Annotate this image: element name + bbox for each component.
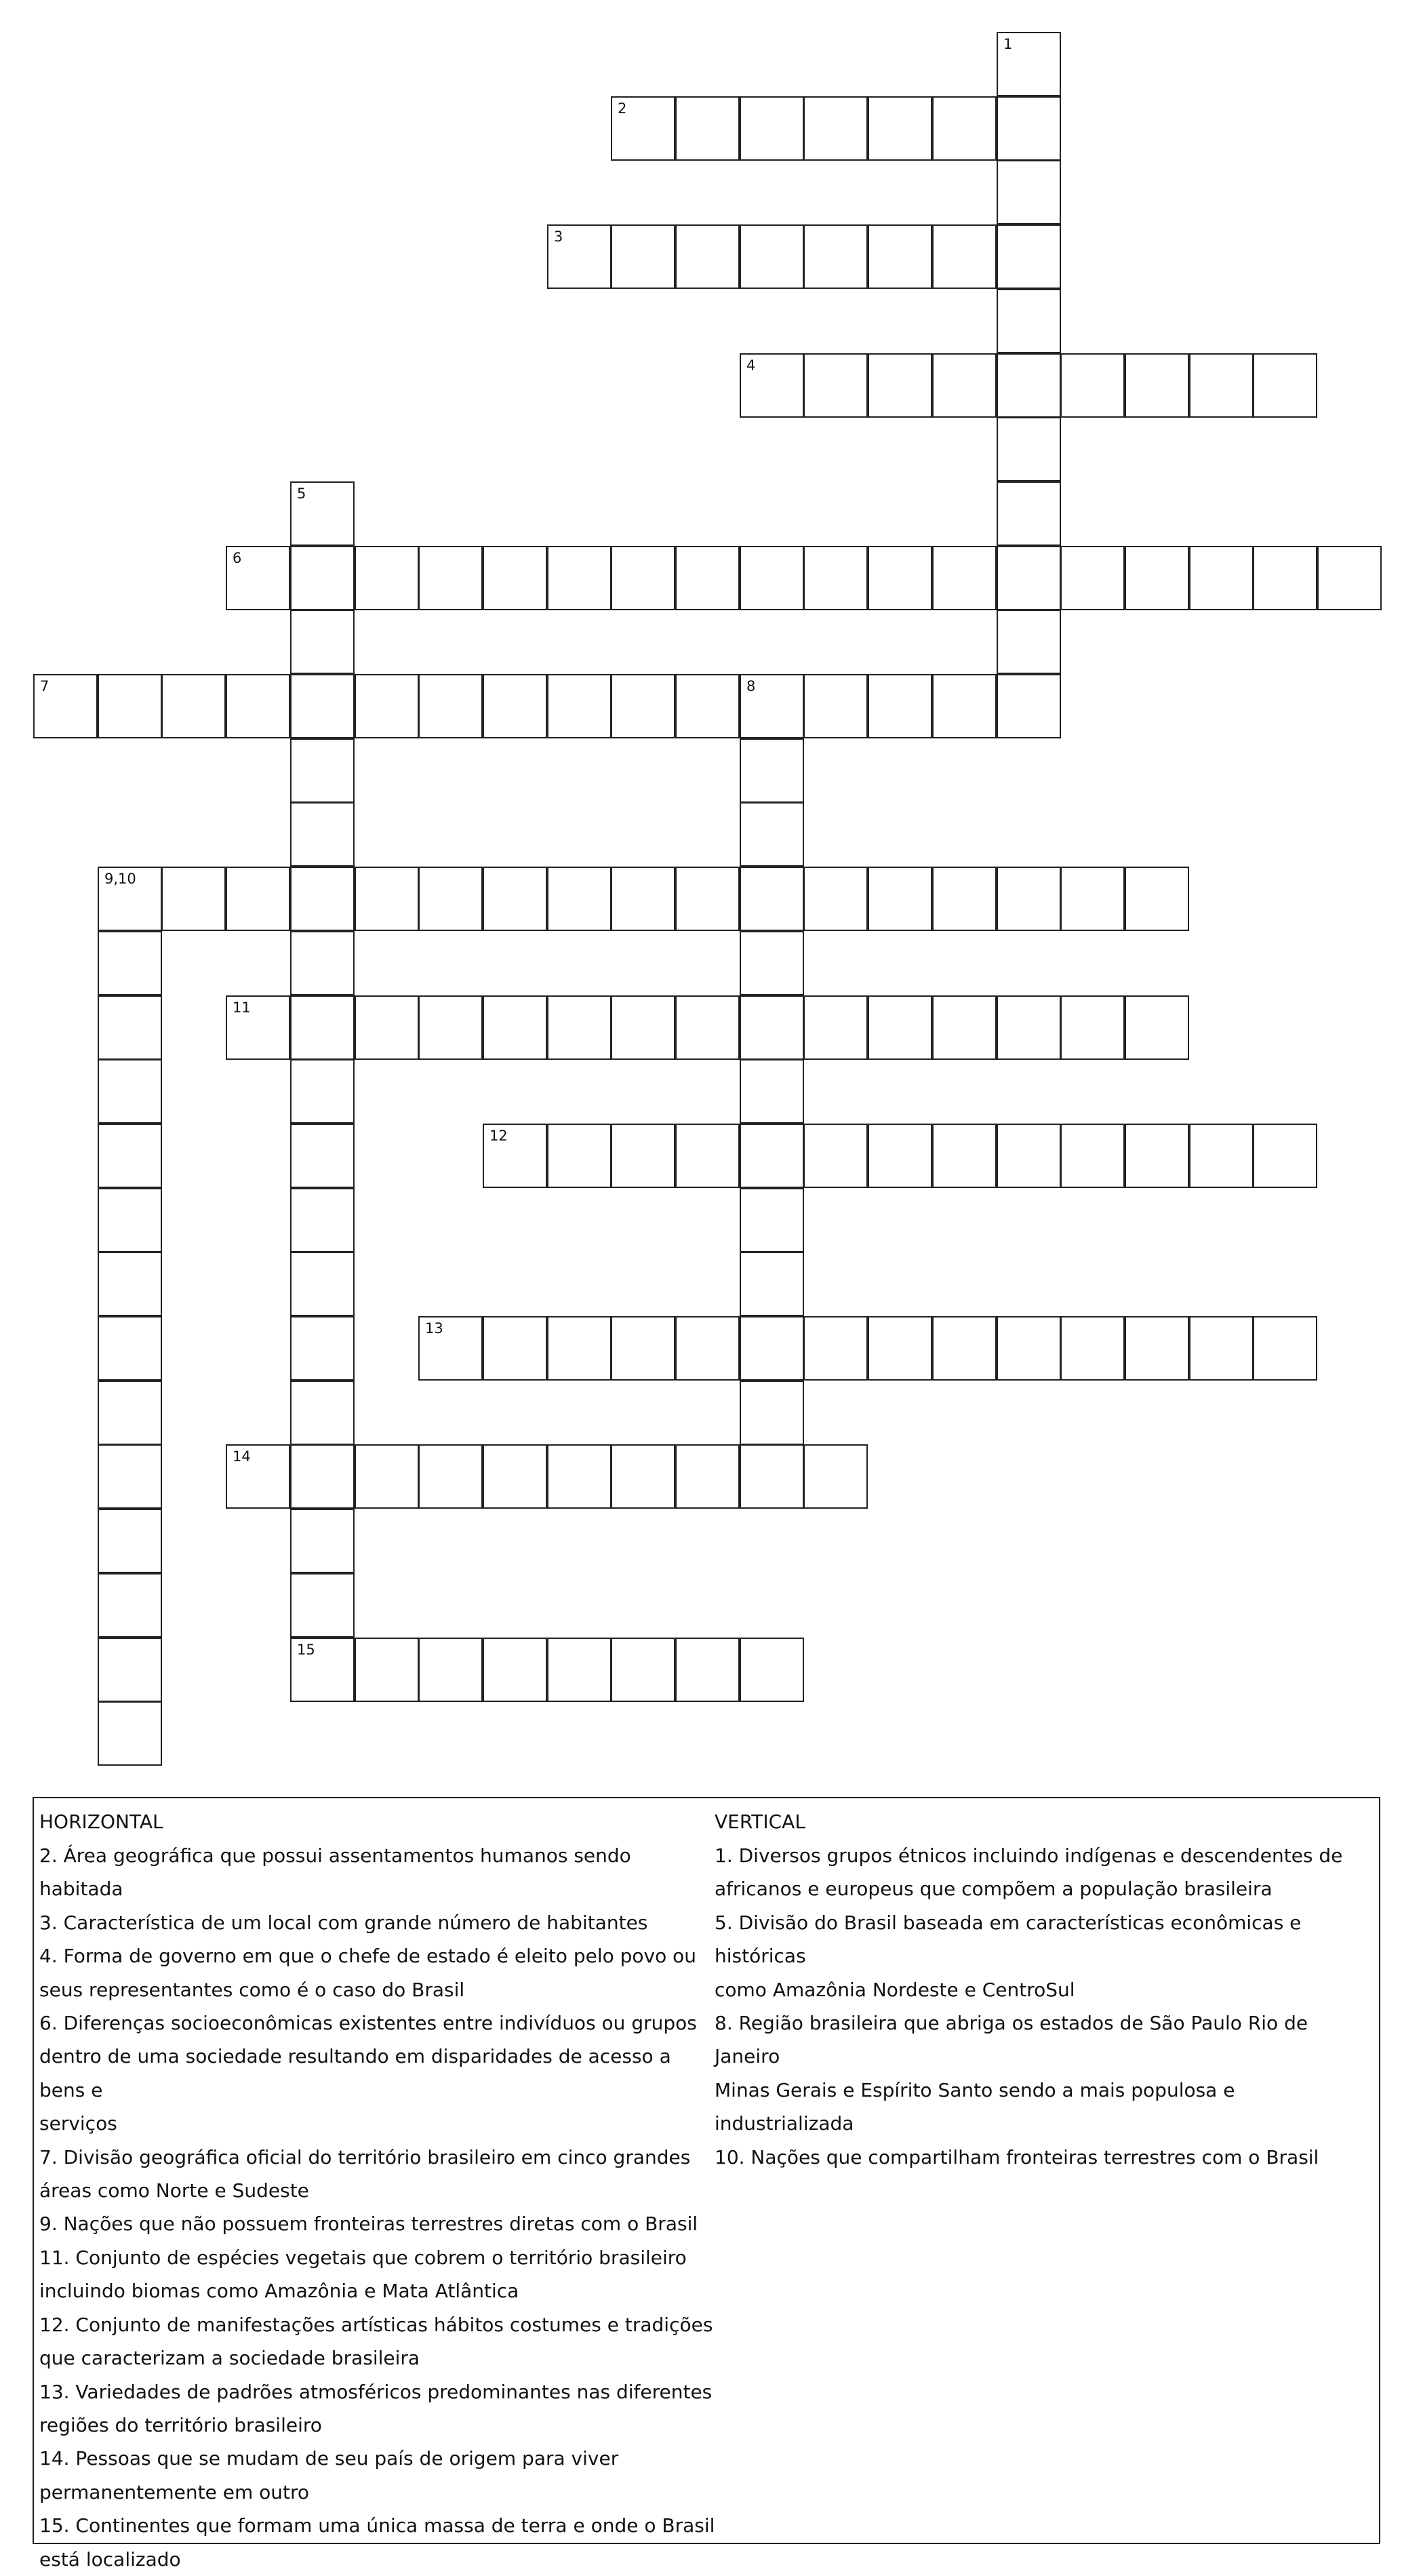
grid-cell[interactable] <box>1060 1124 1125 1188</box>
grid-cell[interactable] <box>290 1316 355 1381</box>
grid-cell[interactable] <box>997 995 1061 1060</box>
grid-cell[interactable] <box>483 1444 547 1509</box>
grid-cell[interactable] <box>675 224 740 289</box>
grid-cell[interactable] <box>1125 1124 1189 1188</box>
grid-cell[interactable] <box>932 546 997 610</box>
grid-cell[interactable] <box>355 867 419 931</box>
clue-number: 7 <box>40 678 49 694</box>
clue-line: regiões do território brasileiro <box>39 2413 322 2436</box>
grid-cell[interactable] <box>418 1444 483 1509</box>
clue-line: 1. Diversos grupos étnicos incluindo indígenas e descendentes de <box>715 1844 1343 1867</box>
grid-cell[interactable] <box>675 674 740 738</box>
clue-line: 11. Conjunto de espécies vegetais que cobrem o território brasileiro <box>39 2246 687 2269</box>
grid-cell[interactable] <box>932 1124 997 1188</box>
grid-cell[interactable] <box>740 931 804 995</box>
grid-cell[interactable] <box>997 96 1061 161</box>
grid-cell[interactable] <box>740 1381 804 1445</box>
clue-line: seus representantes como é o caso do Brasil <box>39 1978 465 2001</box>
clue-line: como Amazônia Nordeste e CentroSul <box>715 1978 1075 2001</box>
grid-cell[interactable] <box>740 224 804 289</box>
grid-cell[interactable] <box>547 867 612 931</box>
grid-cell[interactable] <box>290 1444 355 1509</box>
grid-cell[interactable] <box>675 1444 740 1509</box>
grid-cell[interactable] <box>997 546 1061 610</box>
grid-cell[interactable] <box>290 1252 355 1316</box>
grid-cell[interactable] <box>675 96 740 161</box>
grid-cell[interactable] <box>675 995 740 1060</box>
grid-cell[interactable] <box>803 546 868 610</box>
grid-cell[interactable] <box>547 995 612 1060</box>
clue-line: Minas Gerais e Espírito Santo sendo a mais populosa e industrializada <box>715 2078 1235 2135</box>
grid-cell[interactable] <box>740 1444 804 1509</box>
grid-cell[interactable] <box>740 674 804 738</box>
grid-cell[interactable] <box>1060 867 1125 931</box>
clue-line: 14. Pessoas que se mudam de seu país de origem para viver <box>39 2447 619 2470</box>
grid-cell[interactable] <box>33 674 98 738</box>
grid-cell[interactable] <box>997 417 1061 481</box>
grid-cell[interactable] <box>418 1638 483 1702</box>
grid-cell[interactable] <box>740 738 804 803</box>
grid-cell[interactable] <box>868 546 932 610</box>
grid-cell[interactable] <box>1125 353 1189 418</box>
grid-cell[interactable] <box>98 995 162 1060</box>
grid-cell[interactable] <box>98 867 162 931</box>
clue-number: 3 <box>554 229 563 245</box>
grid-cell[interactable] <box>740 1188 804 1252</box>
grid-cell[interactable] <box>932 1316 997 1381</box>
grid-cell[interactable] <box>868 867 932 931</box>
clue-line: 13. Variedades de padrões atmosféricos predominantes nas diferentes <box>39 2380 713 2403</box>
grid-cell[interactable] <box>547 1444 612 1509</box>
clue-line: 9. Nações que não possuem fronteiras terrestres diretas com o Brasil <box>39 2213 698 2236</box>
grid-cell[interactable] <box>740 546 804 610</box>
grid-cell[interactable] <box>418 995 483 1060</box>
grid-cell[interactable] <box>483 867 547 931</box>
clue-number: 8 <box>746 678 756 694</box>
grid-cell[interactable] <box>418 546 483 610</box>
grid-cell[interactable] <box>98 1188 162 1252</box>
grid-cell[interactable] <box>290 867 355 931</box>
grid-cell[interactable] <box>98 1316 162 1381</box>
grid-cell[interactable] <box>803 224 868 289</box>
clue-number: 6 <box>233 550 242 566</box>
grid-cell[interactable] <box>290 1188 355 1252</box>
grid-cell[interactable] <box>98 1509 162 1573</box>
grid-cell[interactable] <box>611 674 675 738</box>
clue-box <box>33 1797 1380 2571</box>
clue-number: 4 <box>746 357 756 374</box>
grid-cell[interactable] <box>740 867 804 931</box>
grid-cell[interactable] <box>226 674 290 738</box>
grid-cell[interactable] <box>98 1701 162 1766</box>
grid-cell[interactable] <box>1125 546 1189 610</box>
grid-cell[interactable] <box>868 1124 932 1188</box>
grid-cell[interactable] <box>868 1316 932 1381</box>
clue-line: dentro de uma sociedade resultando em disparidades de acesso a bens e <box>39 2045 671 2101</box>
grid-cell[interactable] <box>740 1124 804 1188</box>
grid-cell[interactable] <box>290 610 355 674</box>
grid-cell[interactable] <box>868 96 932 161</box>
grid-cell[interactable] <box>932 224 997 289</box>
grid-cell[interactable] <box>675 1124 740 1188</box>
grid-cell[interactable] <box>675 867 740 931</box>
grid-cell[interactable] <box>290 1638 355 1702</box>
grid-cell[interactable] <box>932 995 997 1060</box>
grid-cell[interactable] <box>1189 1316 1254 1381</box>
grid-cell[interactable] <box>355 995 419 1060</box>
clue-number: 15 <box>297 1642 315 1658</box>
grid-cell[interactable] <box>997 1124 1061 1188</box>
horizontal-heading: HORIZONTAL <box>39 1810 163 1833</box>
grid-cell[interactable] <box>997 867 1061 931</box>
grid-cell[interactable] <box>803 1444 868 1509</box>
grid-cell[interactable] <box>803 674 868 738</box>
grid-cell[interactable] <box>483 1638 547 1702</box>
grid-cell[interactable] <box>547 1638 612 1702</box>
grid-cell[interactable] <box>611 96 675 161</box>
grid-cell[interactable] <box>483 674 547 738</box>
clue-line: serviços <box>39 2112 117 2135</box>
clue-line: africanos e europeus que compõem a população brasileira <box>715 1878 1273 1901</box>
grid-cell[interactable] <box>355 546 419 610</box>
clue-line: incluindo biomas como Amazônia e Mata Atlântica <box>39 2280 519 2303</box>
grid-cell[interactable] <box>740 96 804 161</box>
grid-cell[interactable] <box>1253 1316 1317 1381</box>
grid-cell[interactable] <box>226 995 290 1060</box>
grid-cell[interactable] <box>547 1124 612 1188</box>
grid-cell[interactable] <box>98 1444 162 1509</box>
vertical-clues <box>715 1805 1376 2174</box>
horizontal-clue-list <box>39 1839 717 2576</box>
clue-number: 5 <box>297 486 306 502</box>
grid-cell[interactable] <box>1060 353 1125 418</box>
vertical-clue-list <box>715 1839 1376 2174</box>
grid-cell[interactable] <box>1125 867 1189 931</box>
grid-cell[interactable] <box>290 546 355 610</box>
grid-cell[interactable] <box>98 1573 162 1638</box>
grid-cell[interactable] <box>1060 995 1125 1060</box>
clue-number: 14 <box>233 1448 251 1465</box>
grid-cell[interactable] <box>226 1444 290 1509</box>
grid-cell[interactable] <box>290 1509 355 1573</box>
grid-cell[interactable] <box>98 931 162 995</box>
grid-cell[interactable] <box>161 674 226 738</box>
grid-cell[interactable] <box>1125 1316 1189 1381</box>
grid-cell[interactable] <box>932 674 997 738</box>
grid-cell[interactable] <box>803 867 868 931</box>
grid-cell[interactable] <box>1060 1316 1125 1381</box>
clue-line: 4. Forma de governo em que o chefe de estado é eleito pelo povo ou <box>39 1945 697 1968</box>
grid-cell[interactable] <box>355 1444 419 1509</box>
grid-cell[interactable] <box>997 32 1061 96</box>
grid-cell[interactable] <box>1189 353 1254 418</box>
vertical-heading: VERTICAL <box>715 1810 805 1833</box>
grid-cell[interactable] <box>290 995 355 1060</box>
grid-cell[interactable] <box>1189 546 1254 610</box>
grid-cell[interactable] <box>98 674 162 738</box>
grid-cell[interactable] <box>1253 546 1317 610</box>
grid-cell[interactable] <box>803 353 868 418</box>
grid-cell[interactable] <box>740 1316 804 1381</box>
grid-cell[interactable] <box>932 867 997 931</box>
clue-line: 5. Divisão do Brasil baseada em características econômicas e históricas <box>715 1911 1302 1968</box>
grid-cell[interactable] <box>675 546 740 610</box>
clue-line: áreas como Norte e Sudeste <box>39 2179 309 2202</box>
clue-line: 10. Nações que compartilham fronteiras terrestres com o Brasil <box>715 2145 1319 2168</box>
grid-cell[interactable] <box>161 867 226 931</box>
grid-cell[interactable] <box>226 546 290 610</box>
grid-cell[interactable] <box>547 1316 612 1381</box>
grid-cell[interactable] <box>290 1124 355 1188</box>
grid-cell[interactable] <box>483 995 547 1060</box>
grid-cell[interactable] <box>740 802 804 867</box>
grid-cell[interactable] <box>290 931 355 995</box>
grid-cell[interactable] <box>226 867 290 931</box>
grid-cell[interactable] <box>1125 995 1189 1060</box>
grid-cell[interactable] <box>740 995 804 1060</box>
grid-cell[interactable] <box>997 289 1061 353</box>
grid-cell[interactable] <box>98 1124 162 1188</box>
grid-cell[interactable] <box>803 995 868 1060</box>
grid-cell[interactable] <box>483 1124 547 1188</box>
grid-cell[interactable] <box>98 1381 162 1445</box>
grid-cell[interactable] <box>483 546 547 610</box>
clue-line: está localizado <box>39 2548 181 2571</box>
grid-cell[interactable] <box>611 995 675 1060</box>
grid-cell[interactable] <box>611 224 675 289</box>
grid-cell[interactable] <box>932 353 997 418</box>
grid-cell[interactable] <box>1253 353 1317 418</box>
grid-cell[interactable] <box>1060 546 1125 610</box>
grid-cell[interactable] <box>868 224 932 289</box>
grid-cell[interactable] <box>997 1316 1061 1381</box>
grid-cell[interactable] <box>611 1316 675 1381</box>
grid-cell[interactable] <box>868 995 932 1060</box>
grid-cell[interactable] <box>1253 1124 1317 1188</box>
grid-cell[interactable] <box>98 1252 162 1316</box>
clue-line: 15. Continentes que formam uma única massa de terra e onde o Brasil <box>39 2514 715 2537</box>
grid-cell[interactable] <box>611 1444 675 1509</box>
grid-cell[interactable] <box>290 674 355 738</box>
grid-cell[interactable] <box>740 1252 804 1316</box>
grid-cell[interactable] <box>803 1124 868 1188</box>
grid-cell[interactable] <box>611 1124 675 1188</box>
grid-cell[interactable] <box>418 674 483 738</box>
clue-number: 2 <box>618 100 627 117</box>
clue-number: 12 <box>489 1128 508 1144</box>
clue-line: 7. Divisão geográfica oficial do território brasileiro em cinco grandes <box>39 2145 691 2168</box>
grid-cell[interactable] <box>997 353 1061 418</box>
grid-cell[interactable] <box>355 1638 419 1702</box>
grid-cell[interactable] <box>740 353 804 418</box>
grid-cell[interactable] <box>290 738 355 803</box>
grid-cell[interactable] <box>997 481 1061 546</box>
grid-cell[interactable] <box>740 1638 804 1702</box>
grid-cell[interactable] <box>98 1059 162 1124</box>
grid-cell[interactable] <box>1189 1124 1254 1188</box>
grid-cell[interactable] <box>932 96 997 161</box>
clue-line: 8. Região brasileira que abriga os estados de São Paulo Rio de Janeiro <box>715 2012 1308 2068</box>
clue-line: permanentemente em outro <box>39 2480 310 2503</box>
grid-cell[interactable] <box>997 160 1061 224</box>
horizontal-clues <box>39 1805 717 2576</box>
grid-cell[interactable] <box>868 674 932 738</box>
clue-number: 9,10 <box>104 871 136 887</box>
grid-cell[interactable] <box>290 1059 355 1124</box>
clue-number: 11 <box>233 999 251 1016</box>
grid-cell[interactable] <box>997 674 1061 738</box>
clue-line: que caracterizam a sociedade brasileira <box>39 2347 420 2370</box>
grid-cell[interactable] <box>547 546 612 610</box>
grid-cell[interactable] <box>547 674 612 738</box>
grid-cell[interactable] <box>803 1316 868 1381</box>
grid-cell[interactable] <box>418 1316 483 1381</box>
clue-number: 1 <box>1003 36 1013 52</box>
grid-cell[interactable] <box>675 1638 740 1702</box>
grid-cell[interactable] <box>355 674 419 738</box>
grid-cell[interactable] <box>611 867 675 931</box>
grid-cell[interactable] <box>997 610 1061 674</box>
grid-cell[interactable] <box>290 1573 355 1638</box>
grid-cell[interactable] <box>290 481 355 546</box>
grid-cell[interactable] <box>483 1316 547 1381</box>
grid-cell[interactable] <box>547 224 612 289</box>
grid-cell[interactable] <box>1317 546 1382 610</box>
grid-cell[interactable] <box>290 802 355 867</box>
grid-cell[interactable] <box>418 867 483 931</box>
grid-cell[interactable] <box>98 1638 162 1702</box>
grid-cell[interactable] <box>740 1059 804 1124</box>
grid-cell[interactable] <box>997 224 1061 289</box>
clue-line: 3. Característica de um local com grande número de habitantes <box>39 1911 648 1934</box>
clue-line: 12. Conjunto de manifestações artísticas hábitos costumes e tradições <box>39 2313 713 2336</box>
grid-cell[interactable] <box>611 1638 675 1702</box>
grid-cell[interactable] <box>868 353 932 418</box>
clue-line: 2. Área geográfica que possui assentamentos humanos sendo habitada <box>39 1844 631 1901</box>
clue-line: 6. Diferenças socioeconômicas existentes entre indivíduos ou grupos <box>39 2012 697 2035</box>
grid-cell[interactable] <box>803 96 868 161</box>
grid-cell[interactable] <box>290 1381 355 1445</box>
grid-cell[interactable] <box>675 1316 740 1381</box>
clue-number: 13 <box>425 1320 443 1336</box>
grid-cell[interactable] <box>611 546 675 610</box>
